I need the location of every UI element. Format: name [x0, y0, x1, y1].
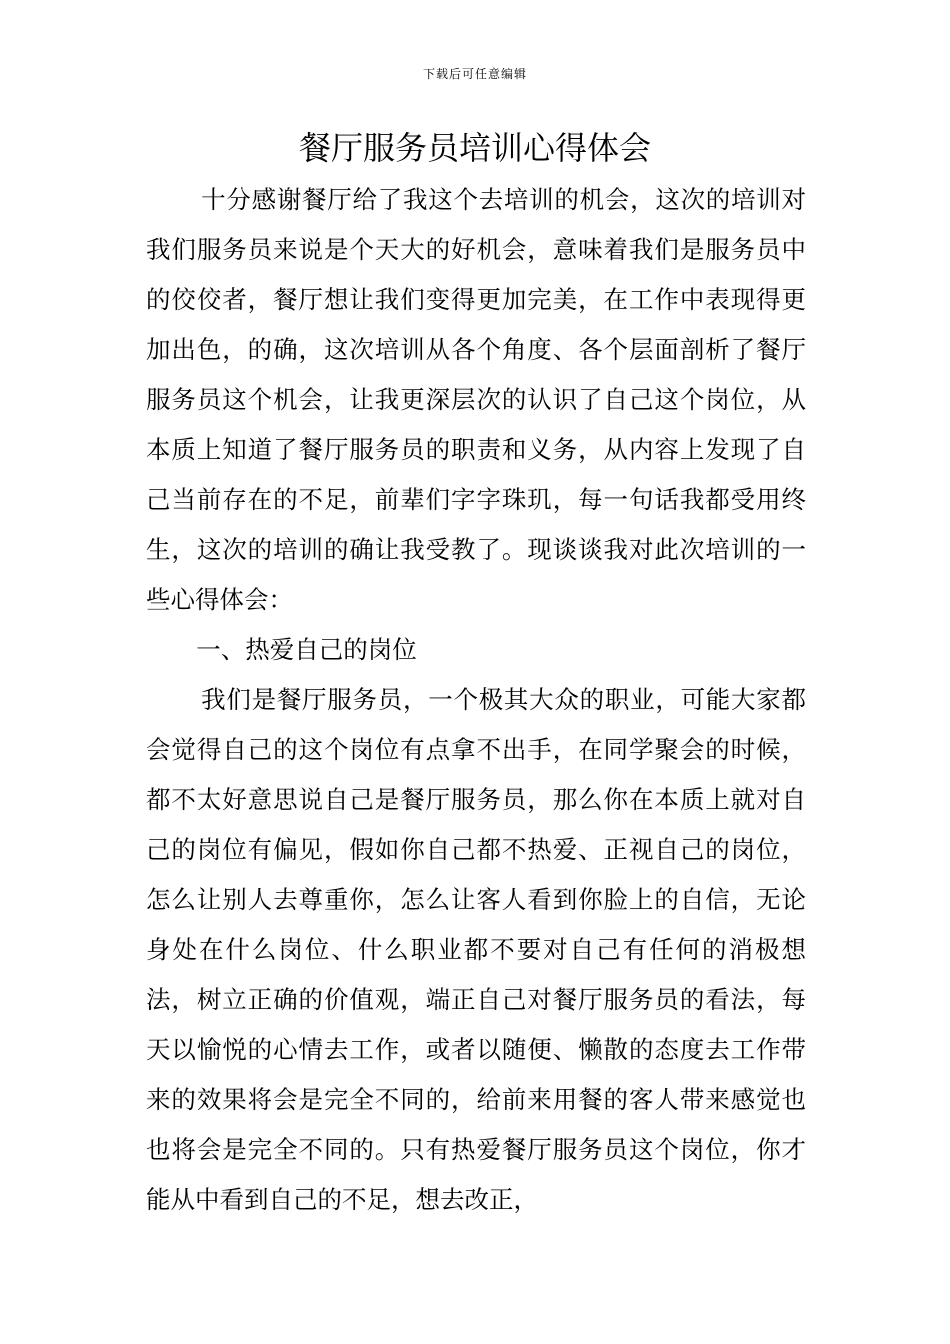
header-note: 下载后可任意编辑	[422, 67, 527, 81]
document-body	[146, 175, 806, 1225]
section-heading: 一、热爱自己的岗位	[196, 635, 417, 664]
paragraph-section-1: 我们是餐厅服务员，一个极其大众的职业，可能大家都会觉得自己的这个岗位有点拿不出手，在同学聚会的时候，都不太好意思说自己是餐厅服务员，那么你在本质上就对自己的岗位有偏见，假如你自己都不热爱、正视自己的岗位，怎么让别人去尊重你，怎么让客人看到你脸上的自信，无论身处在什么岗位、什么职业都不要对自己有任何的消极想法，树立正确的价值观，端正自己对餐厅服务员的看法，每天以愉悦的心情去工作，或者以随便、懒散的态度去工作带来的效果将会是完全不同的，给前来用餐的客人带来感觉也也将会是完全不同的。只有热爱餐厅服务员这个岗位，你才能从中看到自己的不足，想去改正，	[146, 685, 806, 1214]
paragraph-intro: 十分感谢餐厅给了我这个去培训的机会，这次的培训对我们服务员来说是个天大的好机会，意味着我们是服务员中的佼佼者，餐厅想让我们变得更加完美，在工作中表现得更加出色，的确，这次培训从各个角度、各个层面剖析了餐厅服务员这个机会，让我更深层次的认识了自己这个岗位，从本质上知道了餐厅服务员的职责和义务，从内容上发现了自己当前存在的不足，前辈们字字珠玑，每一句话我都受用终生，这次的培训的确让我受教了。现谈谈我对此次培训的一些心得体会：	[146, 185, 806, 614]
document-title: 餐厅服务员培训心得体会	[298, 129, 651, 167]
